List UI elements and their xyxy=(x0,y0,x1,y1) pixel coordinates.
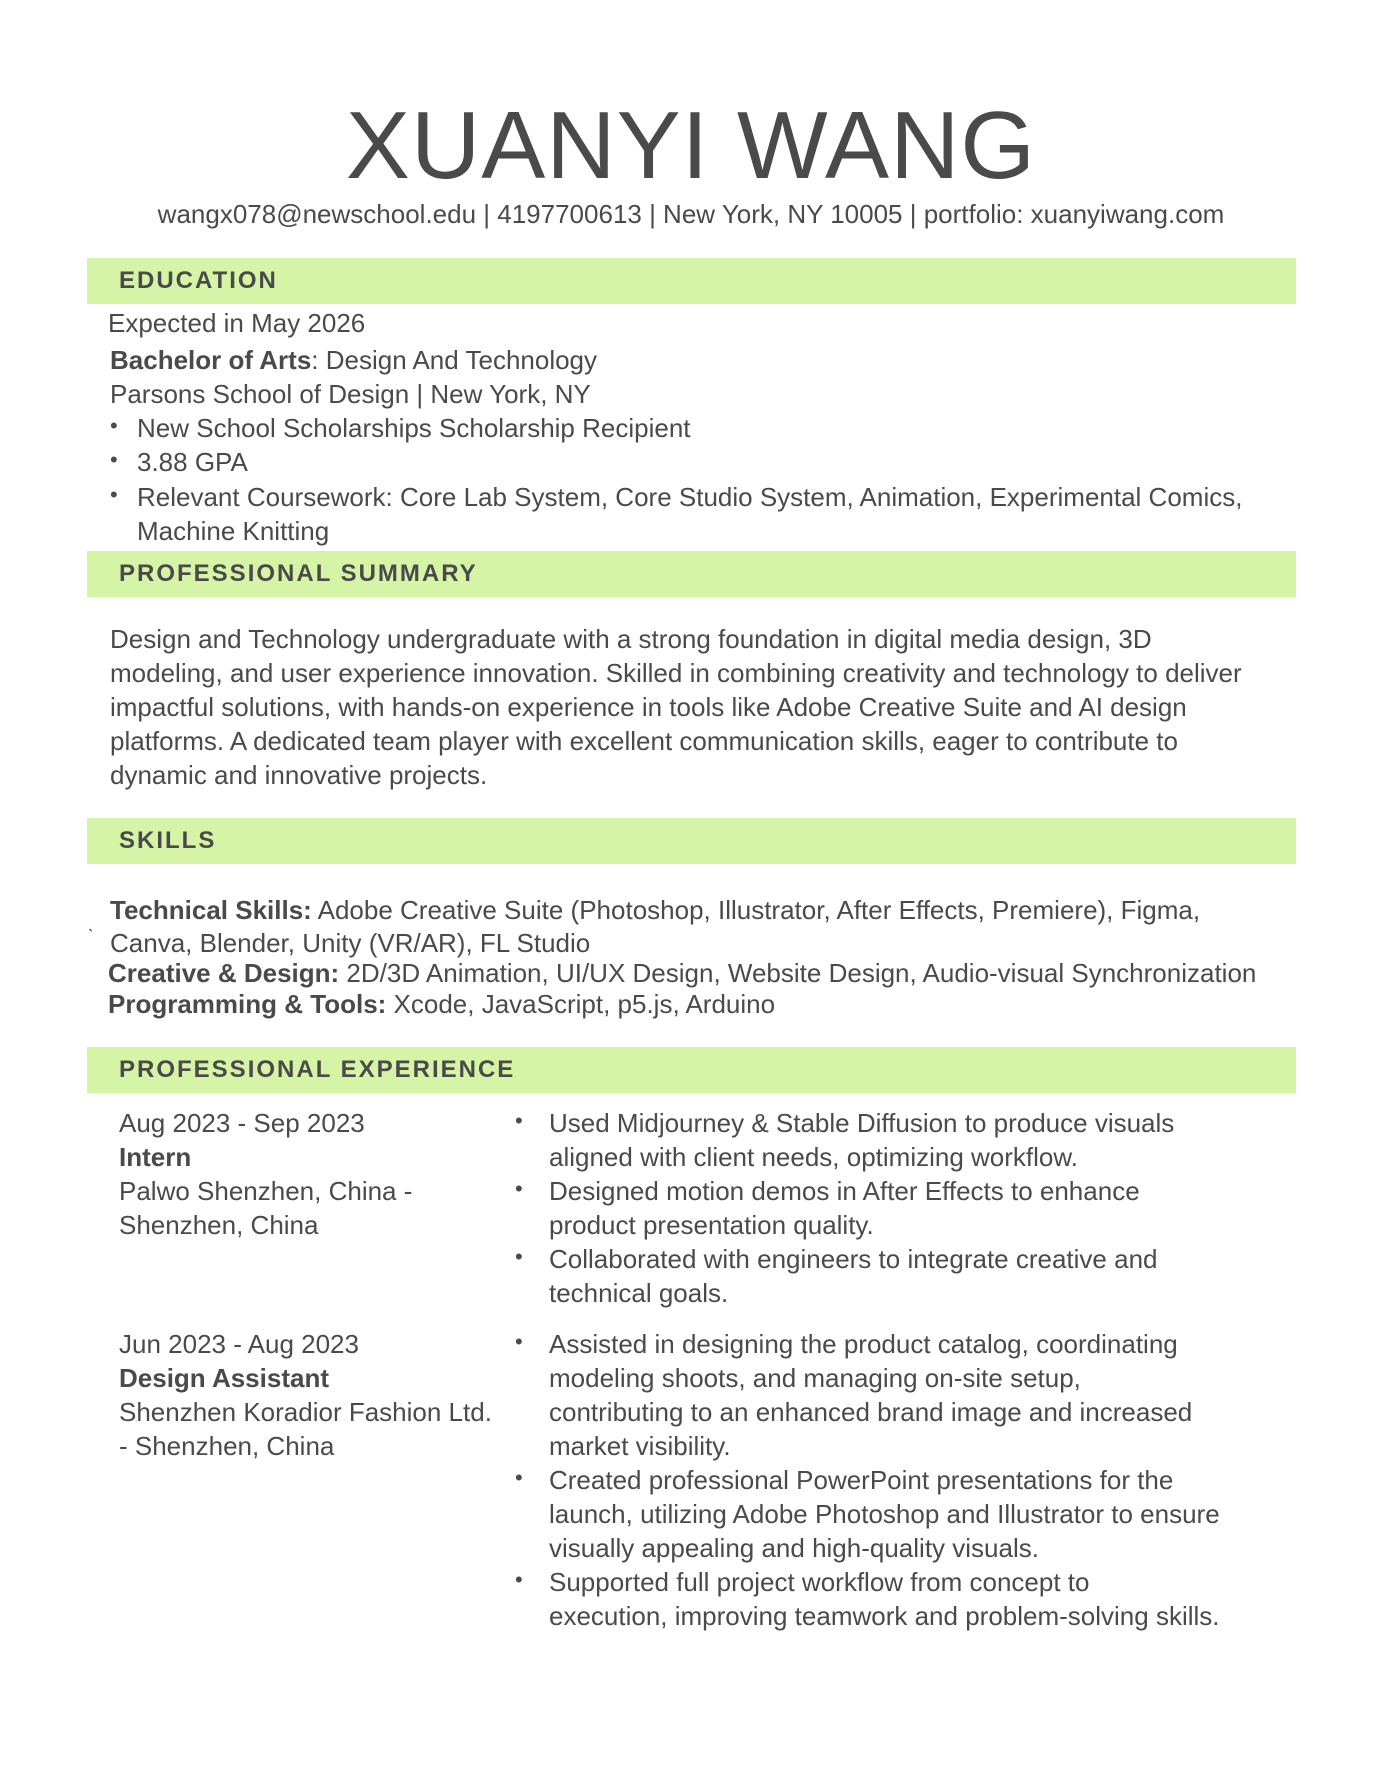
skills-programming-text: Xcode, JavaScript, p5.js, Arduino xyxy=(386,989,776,1019)
skills-technical xyxy=(110,893,1200,927)
job-bullet-continued: aligned with client needs, optimizing workflow. xyxy=(549,1142,1078,1172)
education-bullet-continued: Machine Knitting xyxy=(137,516,330,546)
job-dates: Aug 2023 - Sep 2023 xyxy=(119,1108,365,1138)
skills-programming-label: Programming & Tools: xyxy=(108,989,387,1019)
education-bullet: Relevant Coursework: Core Lab System, Core Studio System, Animation, Experimental Comics, xyxy=(137,482,1243,512)
skills-technical-text: Adobe Creative Suite (Photoshop, Illustrator, After Effects, Premiere), Figma, xyxy=(311,895,1201,925)
job-dates: Jun 2023 - Aug 2023 xyxy=(119,1329,359,1359)
section-title: EDUCATION xyxy=(119,267,278,294)
education-bullet: New School Scholarships Scholarship Recipient xyxy=(137,413,691,443)
section-title: SKILLS xyxy=(119,827,217,854)
education-date: Expected in May 2026 xyxy=(108,308,366,338)
job-bullet-continued: contributing to an enhanced brand image and increased xyxy=(549,1397,1193,1427)
skills-creative-text: 2D/3D Animation, UI/UX Design, Website Design, Audio-visual Synchronization xyxy=(339,958,1257,988)
job-bullet: Created professional PowerPoint presentations for the xyxy=(549,1465,1174,1495)
section-title: PROFESSIONAL EXPERIENCE xyxy=(119,1056,516,1083)
bullet-icon: • xyxy=(110,447,118,472)
skills-programming xyxy=(108,987,775,1021)
job-bullet: Assisted in designing the product catalog, coordinating xyxy=(549,1329,1178,1359)
skills-creative-label: Creative & Design: xyxy=(108,958,340,988)
job-company: Palwo Shenzhen, China - xyxy=(119,1176,413,1206)
education-section-header xyxy=(87,258,1296,304)
bullet-icon: • xyxy=(515,1108,523,1133)
job-bullet: Collaborated with engineers to integrate creative and xyxy=(549,1244,1158,1274)
bullet-icon: • xyxy=(515,1244,523,1269)
education-degree xyxy=(110,343,597,377)
job-bullet: Designed motion demos in After Effects to enhance xyxy=(549,1176,1140,1206)
job-company-continued: Shenzhen, China xyxy=(119,1210,319,1240)
contact-line: wangx078@newschool.edu | 4197700613 | New York, NY 10005 | portfolio: xuanyiwang.com xyxy=(157,199,1225,229)
job-company: Shenzhen Koradior Fashion Ltd. xyxy=(119,1397,492,1427)
bullet-icon: • xyxy=(515,1567,523,1592)
job-bullet-continued: execution, improving teamwork and problem-solving skills. xyxy=(549,1601,1220,1631)
bullet-icon: • xyxy=(110,413,118,438)
job-bullet-continued: launch, utilizing Adobe Photoshop and Illustrator to ensure xyxy=(549,1499,1220,1529)
skills-section-header xyxy=(87,818,1296,864)
bullet-icon: • xyxy=(515,1465,523,1490)
bullet-icon: • xyxy=(515,1176,523,1201)
job-bullet-continued: visually appealing and high-quality visuals. xyxy=(549,1533,1039,1563)
job-bullet-continued: market visibility. xyxy=(549,1431,731,1461)
summary-section-header xyxy=(87,551,1296,597)
bullet-icon: • xyxy=(515,1329,523,1354)
job-title: Design Assistant xyxy=(119,1363,329,1393)
education-bullet: 3.88 GPA xyxy=(137,447,248,477)
skills-technical-continued: Canva, Blender, Unity (VR/AR), FL Studio xyxy=(110,928,591,958)
bullet-icon: • xyxy=(110,482,118,507)
job-bullet-continued: product presentation quality. xyxy=(549,1210,874,1240)
job-company-continued: - Shenzhen, China xyxy=(119,1431,335,1461)
summary-text: Design and Technology undergraduate with a strong foundation in digital media design, 3D modeling, and user experience innovation. Skilled in combining creativity and technology to deliver impactful solutions, with hands-on experience in tools like Adobe Creative Suite and AI design platforms. A dedicated team player with excellent communication skills, eager to contribute to dynamic and innovative projects. xyxy=(110,624,1242,790)
tick-mark-icon: ˎ xyxy=(88,912,94,932)
section-title: PROFESSIONAL SUMMARY xyxy=(119,560,478,587)
experience-section-header xyxy=(87,1047,1296,1093)
job-bullet-continued: technical goals. xyxy=(549,1278,729,1308)
job-bullet: Supported full project workflow from concept to xyxy=(549,1567,1090,1597)
candidate-name: XUANYI WANG xyxy=(345,92,1037,199)
degree-label: Bachelor of Arts xyxy=(110,345,312,375)
job-bullet-continued: modeling shoots, and managing on-site setup, xyxy=(549,1363,1081,1393)
skills-technical-label: Technical Skills: xyxy=(110,895,312,925)
degree-field: : Design And Technology xyxy=(311,345,598,375)
education-school: Parsons School of Design | New York, NY xyxy=(110,379,591,409)
job-title: Intern xyxy=(119,1142,192,1172)
job-bullet: Used Midjourney & Stable Diffusion to produce visuals xyxy=(549,1108,1175,1138)
skills-creative xyxy=(108,956,1256,990)
